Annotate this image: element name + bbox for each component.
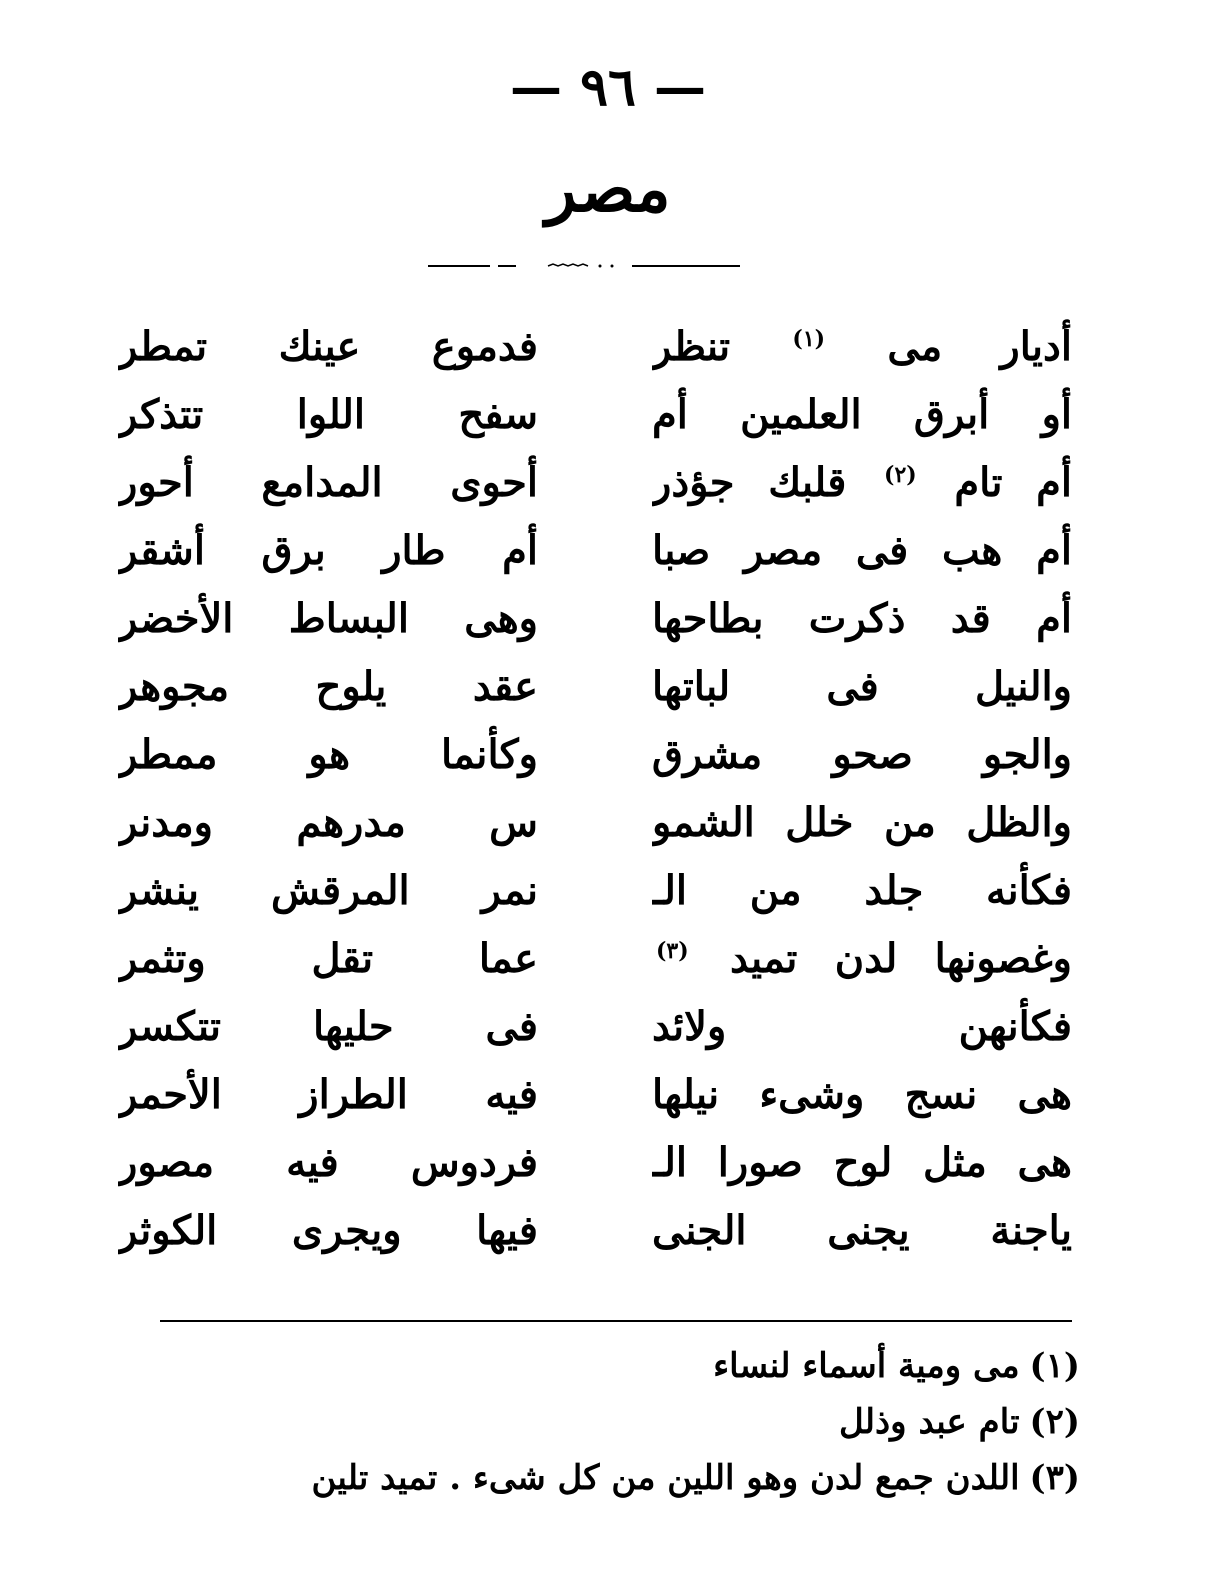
first-hemistich: وغصونها لدن تميد (٣) <box>656 935 1072 982</box>
second-hemistich: فردوس فيه مصور <box>118 1139 538 1186</box>
verse <box>118 313 1072 381</box>
verse <box>118 993 1072 1061</box>
footnote <box>120 1450 1080 1506</box>
footnote-text: اللدن جمع لدن وهو اللين من كل شىء . تميد تلين <box>311 1458 1020 1498</box>
first-hemistich <box>652 857 1072 925</box>
second-hemistich: س مدرهم ومدنر <box>118 799 538 846</box>
second-hemistich: فيها ويجرى الكوثر <box>118 1207 538 1254</box>
second-hemistich: أم طار برق أشقر <box>118 527 538 574</box>
first-hemistich <box>652 1129 1072 1197</box>
second-hemistich: عقد يلوح مجوهر <box>118 663 538 710</box>
title-ornament-divider <box>428 263 740 269</box>
footnote-number: (٢) <box>1029 1402 1080 1442</box>
first-hemistich-tail: قلبك جؤذر <box>652 459 847 506</box>
verse <box>118 789 1072 857</box>
page-title: مصر <box>545 152 671 227</box>
verse <box>118 1129 1072 1197</box>
footnote-number: (٣) <box>1029 1458 1080 1498</box>
first-hemistich-text: هى مثل لوح صورا الـ <box>652 1139 1072 1186</box>
verse <box>118 857 1072 925</box>
footnotes <box>120 1338 1080 1506</box>
first-hemistich-text: أم قد ذكرت بطاحها <box>652 595 1072 642</box>
first-hemistich: أديار مى (١) تنظر <box>652 323 1072 370</box>
first-hemistich <box>652 517 1072 585</box>
first-hemistich <box>652 1061 1072 1129</box>
first-hemistich-text: أم تام <box>954 459 1072 506</box>
second-hemistich: أحوى المدامع أحور <box>118 459 538 506</box>
verse <box>118 585 1072 653</box>
poem <box>118 313 1072 1265</box>
verse <box>118 925 1072 993</box>
second-hemistich: نمر المرقش ينشر <box>118 867 538 914</box>
footnote <box>120 1394 1080 1450</box>
first-hemistich <box>652 381 1072 449</box>
footnote <box>120 1338 1080 1394</box>
first-hemistich <box>652 585 1072 653</box>
second-hemistich: فدموع عينك تمطر <box>118 323 538 370</box>
first-hemistich <box>652 653 1072 721</box>
first-hemistich-text: أم هب فى مصر صبا <box>652 527 1072 574</box>
first-hemistich-text: والنيل فى لباتها <box>652 663 1072 710</box>
first-hemistich <box>652 721 1072 789</box>
first-hemistich <box>652 993 1072 1061</box>
verse <box>118 1061 1072 1129</box>
first-hemistich-text: ياجنة يجنى الجنى <box>652 1207 1072 1254</box>
first-hemistich-text: والجو صحو مشرق <box>652 731 1072 778</box>
second-hemistich: سفح اللوا تتذكر <box>118 391 538 438</box>
second-hemistich: عما تقل وتثمر <box>118 935 538 982</box>
verse <box>118 517 1072 585</box>
verse <box>118 449 1072 517</box>
footnote-text: تام عبد وذلل <box>838 1402 1020 1442</box>
second-hemistich: فيه الطراز الأحمر <box>118 1071 538 1118</box>
first-hemistich: أم تام (٢) قلبك جؤذر <box>652 459 1072 506</box>
first-hemistich-text: وغصونها لدن تميد <box>730 935 1072 982</box>
footnote-number: (١) <box>1029 1346 1080 1386</box>
first-hemistich-tail: تنظر <box>652 323 731 370</box>
verse <box>118 721 1072 789</box>
second-hemistich: وهى البساط الأخضر <box>118 595 538 642</box>
second-hemistich: وكأنما هو ممطر <box>118 731 538 778</box>
second-hemistich: فى حليها تتكسر <box>118 1003 538 1050</box>
footnote-separator <box>160 1320 1072 1322</box>
first-hemistich-text: أديار مى <box>887 323 1072 370</box>
verse <box>118 381 1072 449</box>
first-hemistich-text: والظل من خلل الشمو <box>652 799 1072 846</box>
first-hemistich-text: هى نسج وشىء نيلها <box>652 1071 1072 1118</box>
footnote-text: مى ومية أسماء لنساء <box>713 1346 1020 1386</box>
page-number: — ٩٦ — <box>509 57 707 118</box>
verse <box>118 653 1072 721</box>
first-hemistich-text: فكأنهن ولائد <box>652 1003 1072 1050</box>
verse <box>118 1197 1072 1265</box>
first-hemistich <box>652 789 1072 857</box>
first-hemistich-text: فكأنه جلد من الـ <box>652 867 1072 914</box>
first-hemistich-text: أو أبرق العلمين أم <box>652 391 1072 438</box>
first-hemistich <box>652 1197 1072 1265</box>
